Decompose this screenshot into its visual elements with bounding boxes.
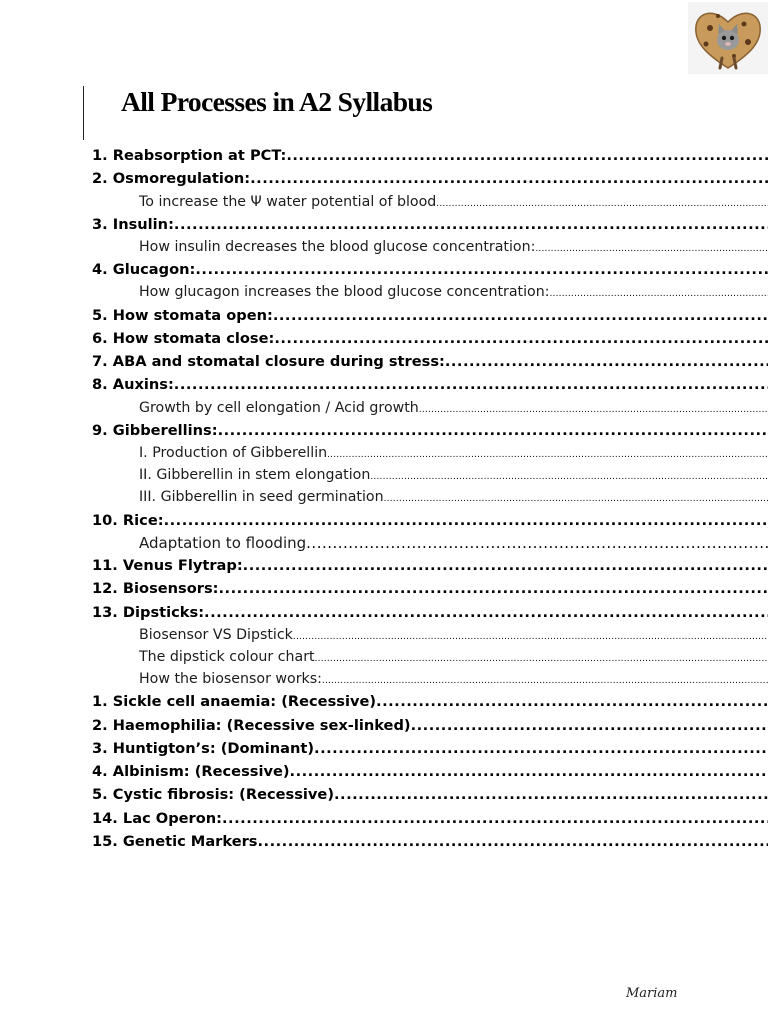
dot-leader bbox=[218, 419, 768, 442]
toc-entry-label: Growth by cell elongation / Acid growth bbox=[139, 399, 419, 416]
dot-leader bbox=[174, 213, 768, 236]
toc-entry-label: 8. Auxins: bbox=[92, 376, 174, 394]
dot-leader bbox=[273, 304, 768, 327]
dot-leader bbox=[436, 193, 768, 213]
toc-subentry bbox=[0, 668, 768, 690]
dot-leader bbox=[257, 830, 768, 853]
toc-entry bbox=[0, 714, 768, 737]
dot-leader bbox=[204, 601, 768, 624]
toc-entry bbox=[0, 690, 768, 713]
toc-entry bbox=[0, 144, 768, 167]
toc-entry-label: I. Production of Gibberellin bbox=[139, 445, 328, 461]
toc-entry-label: 4. Glucagon: bbox=[92, 261, 196, 279]
toc-entry bbox=[0, 304, 768, 327]
toc-entry-label: How glucagon increases the blood glucose concentration: bbox=[139, 284, 550, 301]
toc-entry-label: 9. Gibberellins: bbox=[92, 421, 218, 439]
dot-leader bbox=[370, 466, 768, 486]
toc-entry bbox=[0, 327, 768, 350]
toc-subentry bbox=[0, 532, 768, 554]
toc-entry-label: 3. Huntigton’s: (Dominant) bbox=[92, 739, 315, 757]
toc-entry bbox=[0, 419, 768, 442]
page-title: All Processes in A2 Syllabus bbox=[121, 86, 433, 117]
dot-leader bbox=[411, 714, 768, 737]
toc-entry-label: 14. Lac Operon: bbox=[92, 809, 223, 827]
toc-subentry bbox=[0, 486, 768, 508]
toc-entry-label: 5. How stomata open: bbox=[92, 306, 273, 324]
toc-entry-label: How the biosensor works: bbox=[139, 671, 322, 688]
toc-entry-label: 13. Dipsticks: bbox=[92, 603, 205, 621]
author-signature: Mariam bbox=[626, 986, 678, 1001]
toc-subentry bbox=[0, 624, 768, 646]
toc-entry-label: The dipstick colour chart bbox=[139, 648, 315, 665]
dot-leader bbox=[384, 488, 768, 508]
dot-leader bbox=[327, 444, 768, 464]
toc-entry bbox=[0, 783, 768, 806]
toc-entry-label: 3. Insulin: bbox=[92, 215, 174, 233]
dot-leader bbox=[550, 283, 768, 303]
toc-entry bbox=[0, 554, 768, 577]
toc-entry-label: Adaptation to flooding bbox=[139, 533, 307, 552]
toc-entry-label: 1. Reabsorption at PCT: bbox=[92, 147, 287, 164]
toc-subentry bbox=[0, 281, 768, 303]
dot-leader bbox=[314, 737, 768, 760]
toc-entry bbox=[0, 577, 768, 600]
dot-leader bbox=[315, 648, 768, 668]
dot-leader bbox=[290, 760, 768, 783]
toc-entry bbox=[0, 167, 768, 190]
dot-leader bbox=[419, 399, 768, 419]
dot-leader bbox=[286, 144, 768, 167]
toc-entry-label: How insulin decreases the blood glucose concentration: bbox=[139, 238, 536, 255]
toc-entry-label: To increase the Ψ water potential of blood bbox=[139, 193, 437, 210]
dot-leader bbox=[293, 626, 768, 646]
dot-leader bbox=[164, 509, 768, 532]
dot-leader bbox=[376, 690, 768, 713]
dot-leader bbox=[250, 167, 768, 190]
table-of-contents bbox=[0, 144, 768, 853]
toc-entry bbox=[0, 350, 768, 373]
toc-entry-label: 7. ABA and stomatal closure during stress: bbox=[92, 353, 445, 371]
toc-entry-label: 6. How stomata close: bbox=[92, 329, 275, 347]
toc-entry bbox=[0, 373, 768, 396]
dot-leader bbox=[322, 670, 768, 690]
toc-entry bbox=[0, 830, 768, 853]
toc-entry-label: 2. Osmoregulation: bbox=[92, 170, 251, 188]
toc-entry bbox=[0, 509, 768, 532]
toc-entry-label: 11. Venus Flytrap: bbox=[92, 557, 243, 574]
toc-entry-label: 1. Sickle cell anaemia: (Recessive) bbox=[92, 693, 377, 711]
toc-entry-label: 5. Cystic fibrosis: (Recessive) bbox=[92, 786, 334, 804]
toc-subentry bbox=[0, 191, 768, 213]
toc-entry-label: 10. Rice: bbox=[92, 511, 164, 529]
title-margin-rule bbox=[83, 86, 84, 140]
toc-subentry bbox=[0, 236, 768, 258]
toc-entry-label: 12. Biosensors: bbox=[92, 580, 219, 598]
toc-entry bbox=[0, 601, 768, 624]
toc-entry-label: 4. Albinism: (Recessive) bbox=[92, 763, 290, 781]
toc-entry-label: II. Gibberellin in stem elongation bbox=[139, 467, 371, 484]
toc-entry-label: III. Gibberellin in seed germination bbox=[139, 489, 384, 506]
toc-entry bbox=[0, 807, 768, 830]
toc-entry-label: Biosensor VS Dipstick bbox=[139, 626, 293, 643]
toc-entry bbox=[0, 737, 768, 760]
dot-leader bbox=[274, 327, 768, 350]
toc-entry-label: 2. Haemophilia: (Recessive sex-linked) bbox=[92, 716, 411, 734]
dot-leader bbox=[535, 238, 768, 258]
toc-entry-label: 15. Genetic Markers bbox=[92, 832, 258, 850]
toc-subentry bbox=[0, 442, 768, 464]
toc-subentry bbox=[0, 464, 768, 486]
dot-leader bbox=[306, 532, 768, 554]
dot-leader bbox=[174, 373, 768, 396]
dot-leader bbox=[195, 258, 768, 281]
dot-leader bbox=[222, 807, 768, 830]
toc-entry bbox=[0, 213, 768, 236]
dot-leader bbox=[219, 577, 768, 600]
cat-sticker-image bbox=[688, 2, 768, 74]
dot-leader bbox=[445, 350, 768, 373]
toc-entry bbox=[0, 258, 768, 281]
toc-subentry bbox=[0, 397, 768, 419]
toc-subentry bbox=[0, 646, 768, 668]
toc-entry bbox=[0, 760, 768, 783]
dot-leader bbox=[334, 783, 768, 806]
dot-leader bbox=[243, 554, 768, 577]
